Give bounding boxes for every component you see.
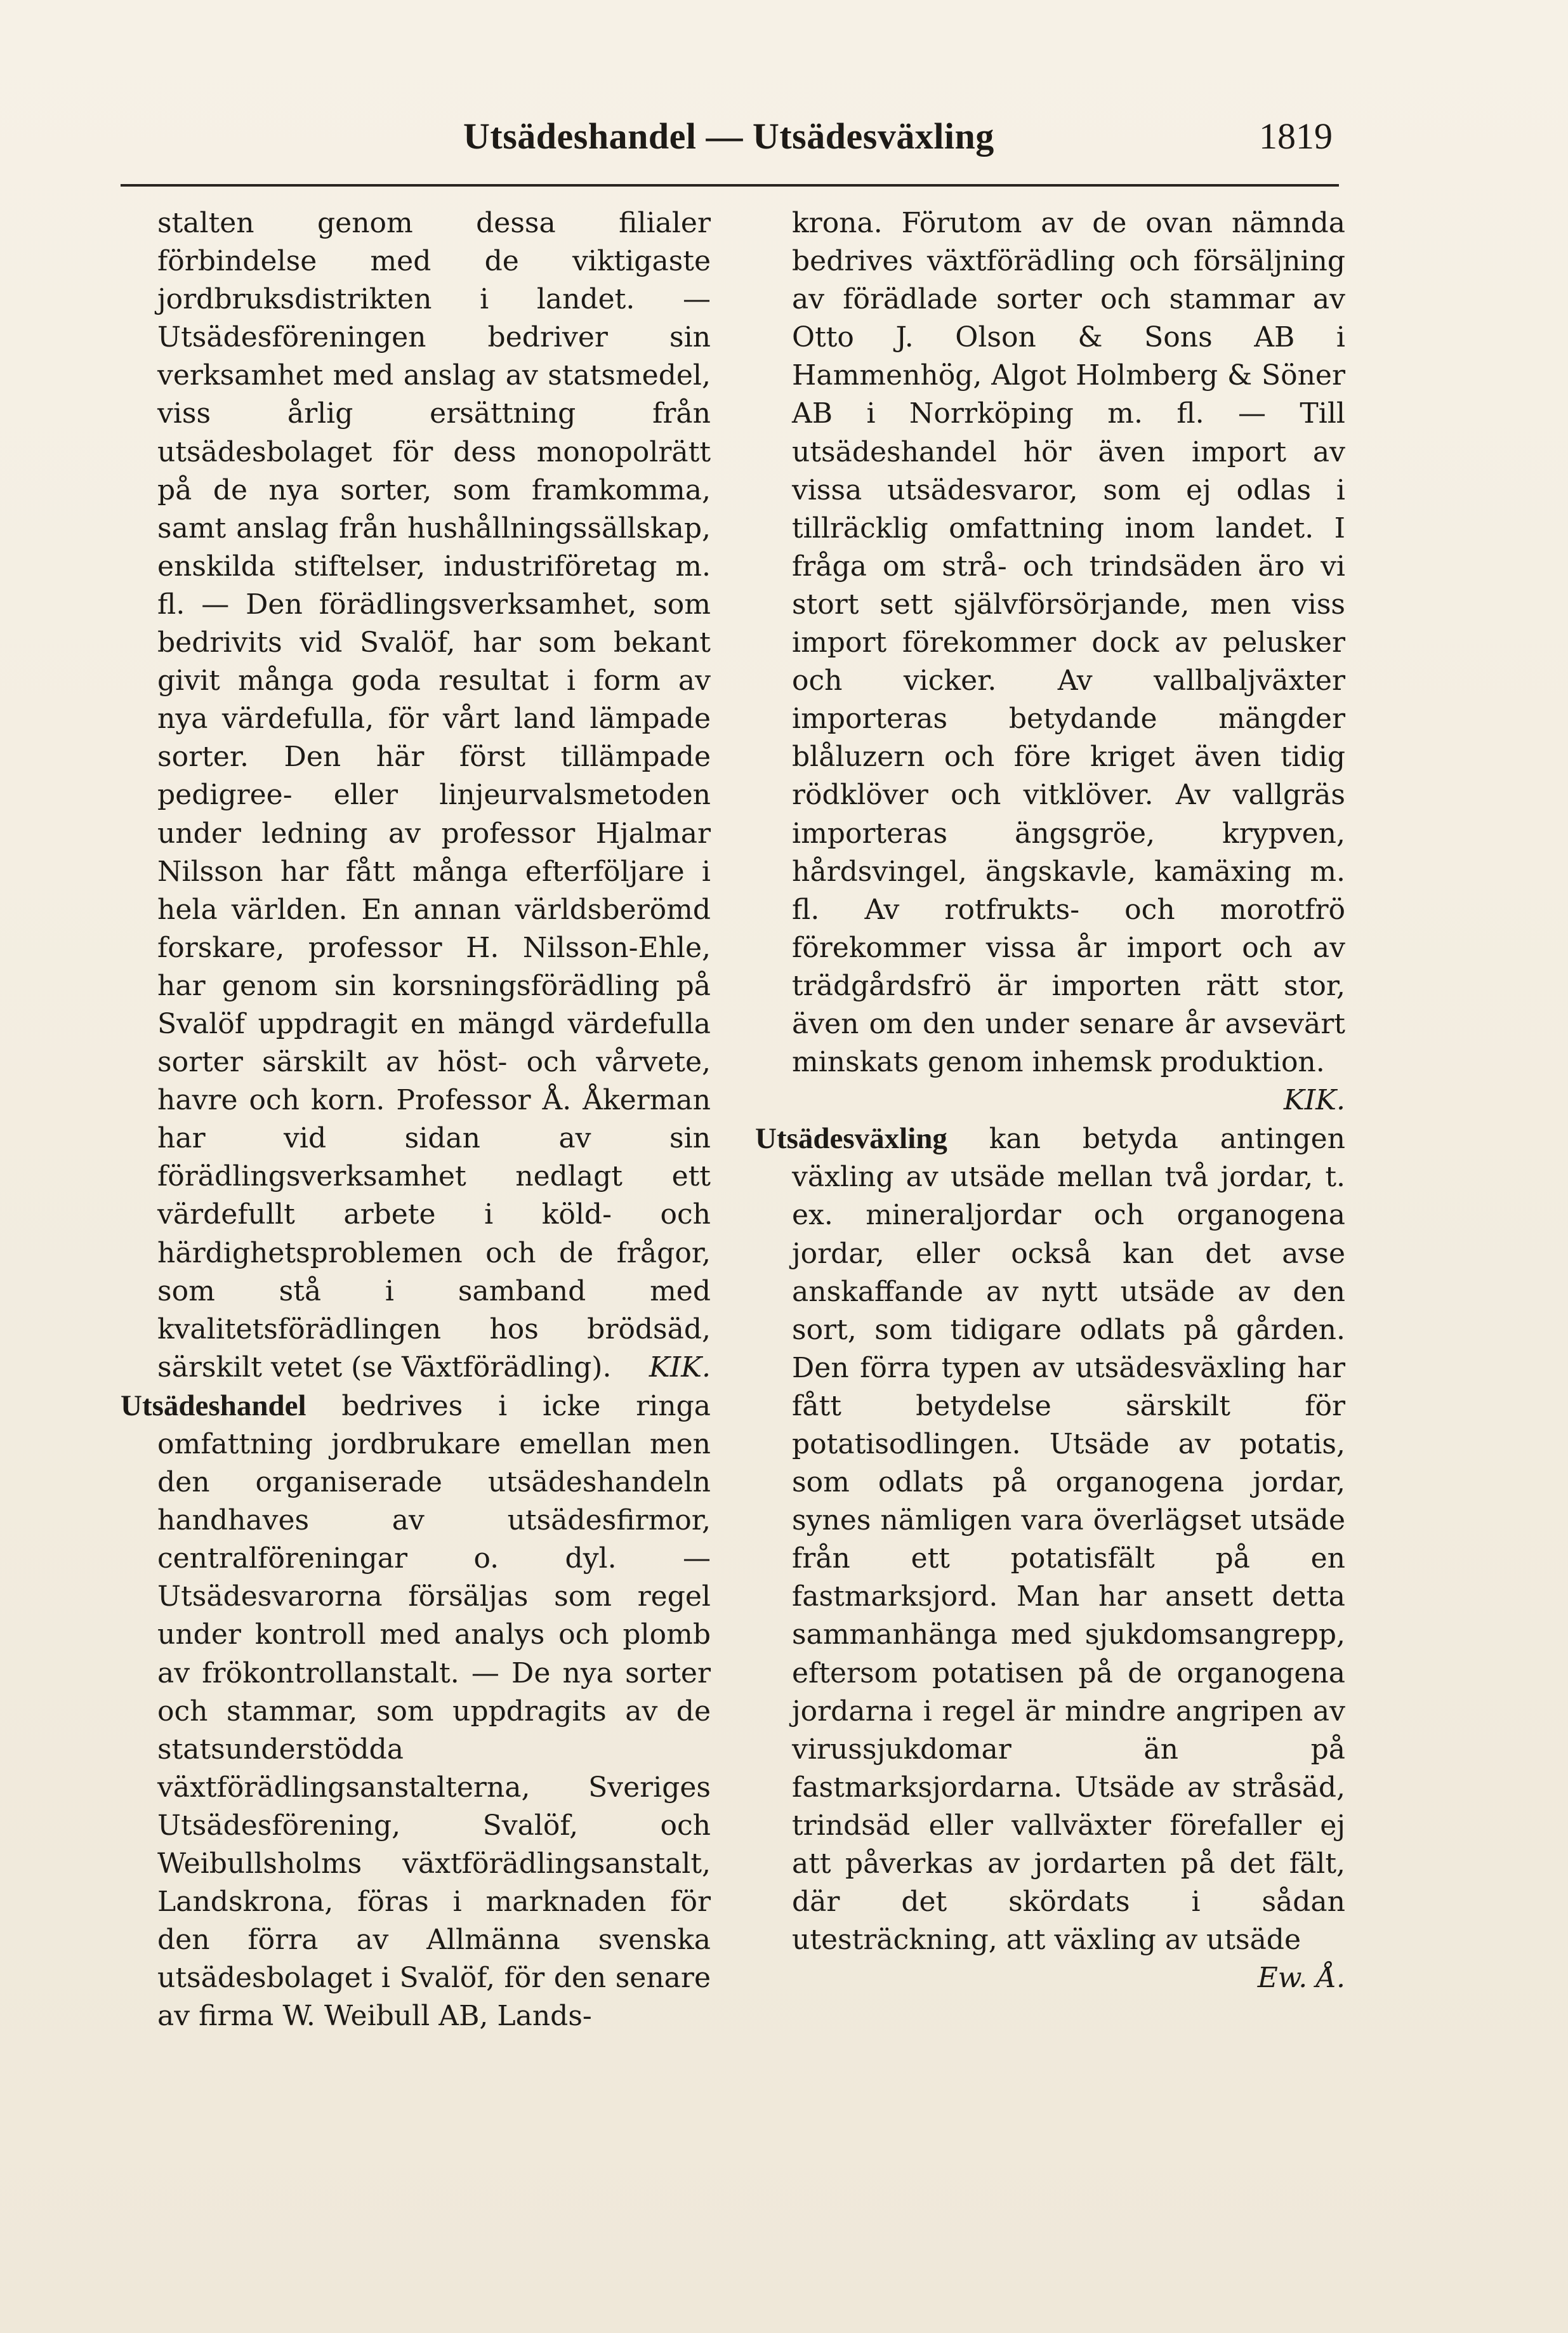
entry-utsadesvaxling: [755, 1120, 1345, 1995]
author-signature: KIK.: [1283, 1084, 1345, 1117]
header-rule: [121, 184, 1339, 187]
entry-text: bedrives i icke ringa omfattning jordbrukare emellan men den organiserade utsädeshandeln handhaves av utsädesfirmor, centralföreningar o. dyl. — Utsädesvarorna försäljas som regel under kontroll med analys och plomb av frökontrollanstalt. — De nya sorter och stammar, som uppdragits av de statsunderstödda växtförädlingsanstalterna, Sveriges Utsädesförening, Svalöf, och Weibullsholms växtförädlingsanstalt, Landskrona, föras i marknaden för den förra av Allmänna svenska utsädesbolaget i Svalöf, för den senare av firma W. Weibull AB, Lands-: [157, 1389, 711, 2033]
page-header: [463, 114, 1333, 159]
entry-utsadeshandel: [121, 1387, 711, 2036]
entry-headword: Utsädesväxling: [755, 1122, 947, 1156]
right-column: [755, 204, 1345, 1997]
page-number: 1819: [1259, 116, 1333, 157]
paragraph-text: krona. Förutom av de ovan nämnda bedrives växtförädling och försäljning av förädlade sorter och stammar av Otto J. Olson & Sons AB i Hammenhög, Algot Holmberg & Söner AB i Norrköping m. fl. — Till utsädeshandel hör även import av vissa utsädesvaror, som ej odlas i tillräcklig omfattning inom landet. I fråga om strå- och trindsäden äro vi stort sett självförsörjande, men viss import förekommer dock av pelusker och vicker. Av vallbaljväxter importeras betydande mängder blåluzern och före kriget även tidig rödklöver och vitklöver. Av vallgräs importeras ängsgröe, krypven, hårdsvingel, ängskavle, kamäxing m. fl. Av rotfrukts- och morotfrö förekommer vissa år import och av trädgårdsfrö är importen rätt stor, även om den under senare år avsevärt minskats genom inhemsk produktion.: [792, 207, 1345, 1079]
entry-text: kan betyda antingen växling av utsäde mellan två jordar, t. ex. mineraljordar och organogena jordar, eller också kan det avse anskaffande av nytt utsäde av den sort, som tidigare odlats på gården. Den förra typen av utsädesväxling har fått betydelse särskilt för potatisodlingen. Utsäde av potatis, som odlats på organogena jordar, synes nämligen vara överlägset utsäde från ett potatisfält på en fastmarksjord. Man har ansett detta sammanhänga med sjukdomsangrepp, eftersom potatisen på de organogena jordarna i regel är mindre angripen av virussjukdomar än på fastmarksjordarna. Utsäde av stråsäd, trindsäd eller vallväxter förefaller ej att påverkas av jordarten på det fält, där det skördats i sådan utesträckning, att växling av utsäde: [792, 1123, 1345, 1957]
continued-paragraph: [755, 204, 1345, 1117]
paragraph-text: stalten genom dessa filialer förbindelse med de viktigaste jordbruksdistrikten i landet. — Utsädesföreningen bedriver sin verksamhet med anslag av statsmedel, viss årlig ersättning från utsädesbolaget för dess monopolrätt på de nya sorter, som framkomma, samt anslag från hushållningssällskap, enskilda stiftelser, industriföretag m. fl. — Den förädlingsverksamhet, som bedrivits vid Svalöf, har som bekant givit många goda resultat i form av nya värdefulla, för vårt land lämpade sorter. Den här först tillämpade pedigree- eller linjeurvalsmetoden under ledning av professor Hjalmar Nilsson har fått många efterföljare i hela världen. En annan världsberömd forskare, professor H. Nilsson-Ehle, har genom sin korsningsförädling på Svalöf uppdragit en mängd värdefulla sorter särskilt av höst- och vårvete, havre och korn. Professor Å. Åkerman har vid sidan av sin förädlingsverksamhet nedlagt ett värdefullt arbete i köld- och härdighetsproblemen och de frågor, som stå i samband med kvalitetsförädlingen hos brödsäd, särskilt vetet (se Växtförädling).: [157, 207, 711, 1384]
left-column: [121, 204, 711, 2036]
running-title: Utsädeshandel — Utsädesväxling: [463, 116, 994, 157]
author-signature: KIK.: [649, 1351, 711, 1384]
entry-headword: Utsädeshandel: [121, 1389, 306, 1422]
author-signature: Ew. Å.: [1257, 1962, 1345, 1995]
continued-paragraph: [121, 204, 711, 1387]
